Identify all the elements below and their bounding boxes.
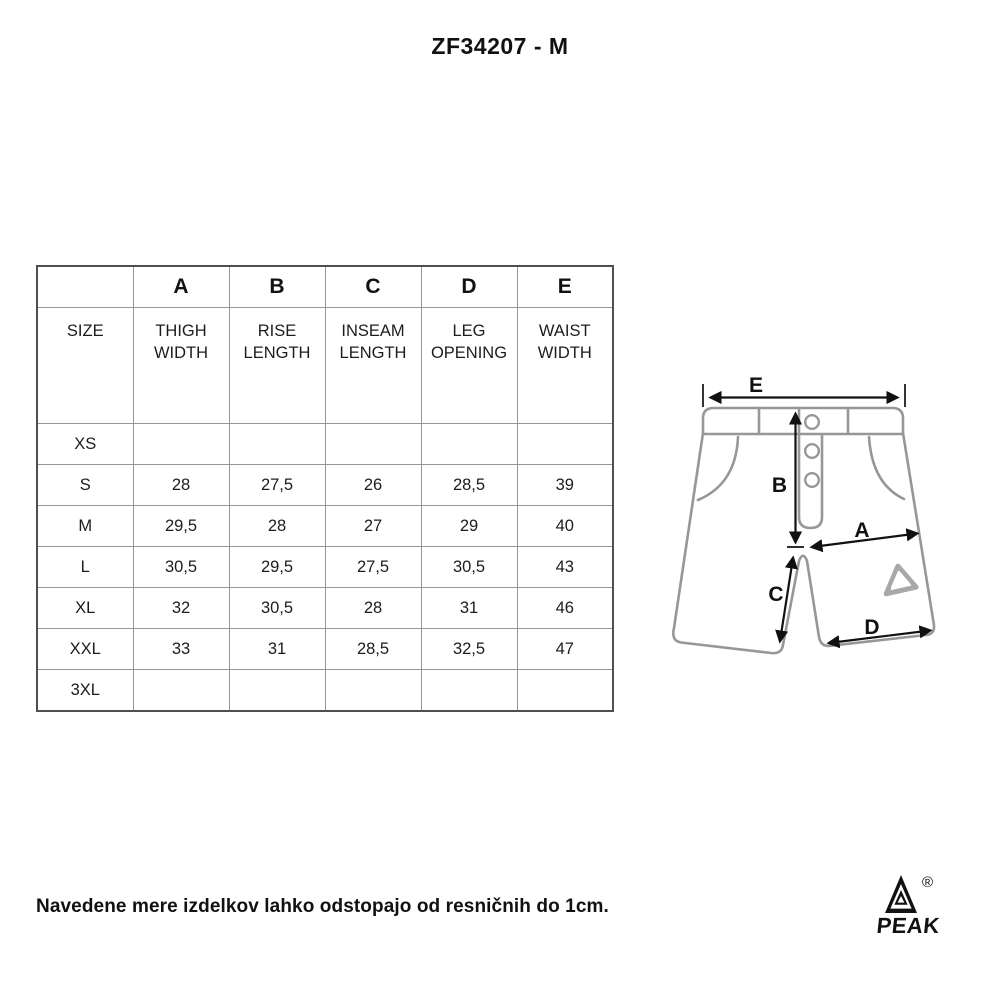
size-cell: M [37, 506, 133, 547]
col-label-inseam-length: INSEAM LENGTH [339, 322, 407, 363]
table-row-s: S 28 27,5 26 28,5 39 [37, 465, 613, 506]
tolerance-note: Navedene mere izdelkov lahko odstopajo od resničnih do 1cm. [36, 896, 609, 917]
button-icon [805, 473, 819, 487]
button-icon [805, 444, 819, 458]
col-label-thigh-width: THIGH WIDTH [153, 322, 209, 363]
corner-empty-cell [37, 266, 133, 308]
table-row-xxl: XXL 33 31 28,5 32,5 47 [37, 629, 613, 670]
size-table [36, 265, 614, 712]
waistband [703, 408, 903, 434]
shorts-measurement-diagram [650, 370, 970, 690]
table-row-xs [37, 424, 613, 465]
col-label-leg-opening: LEG OPENING [430, 322, 508, 363]
page-title: ZF34207 - M [431, 33, 569, 59]
left-pocket-curve [698, 437, 738, 500]
button-icon [805, 415, 819, 429]
col-letter-c: C [325, 266, 421, 308]
table-row-m: M 29,5 28 27 29 40 [37, 506, 613, 547]
diagram-label-c: C [768, 583, 784, 606]
size-cell: 3XL [37, 670, 133, 712]
col-letter-a: A [133, 266, 229, 308]
peak-leg-logo-icon [883, 564, 916, 594]
table-row-xl: XL 32 30,5 28 31 46 [37, 588, 613, 629]
diagram-label-e: E [748, 374, 764, 397]
peak-brand-logo [866, 866, 976, 946]
size-cell: XS [37, 424, 133, 465]
size-cell: XXL [37, 629, 133, 670]
diagram-label-b: B [771, 474, 787, 497]
diagram-label-a: A [854, 519, 870, 542]
table-row-l: L 30,5 29,5 27,5 30,5 43 [37, 547, 613, 588]
col-letter-e: E [517, 266, 613, 308]
size-cell: S [37, 465, 133, 506]
col-letter-d: D [421, 266, 517, 308]
registered-mark: ® [922, 874, 934, 891]
shorts-body-outline [673, 433, 934, 653]
peak-triangle-icon [885, 875, 917, 913]
col-label-rise-length: RISE LENGTH [243, 322, 311, 363]
peak-wordmark: PEAK [875, 913, 942, 938]
table-letters-row [37, 266, 613, 308]
diagram-label-d: D [864, 616, 880, 639]
col-letter-b: B [229, 266, 325, 308]
col-label-waist-width: WAIST WIDTH [537, 322, 592, 363]
size-cell: L [37, 547, 133, 588]
table-labels-row [37, 308, 613, 424]
size-cell: XL [37, 588, 133, 629]
table-row-3xl [37, 670, 613, 712]
right-pocket-curve [869, 437, 904, 499]
corner-size-label: SIZE [37, 308, 133, 424]
